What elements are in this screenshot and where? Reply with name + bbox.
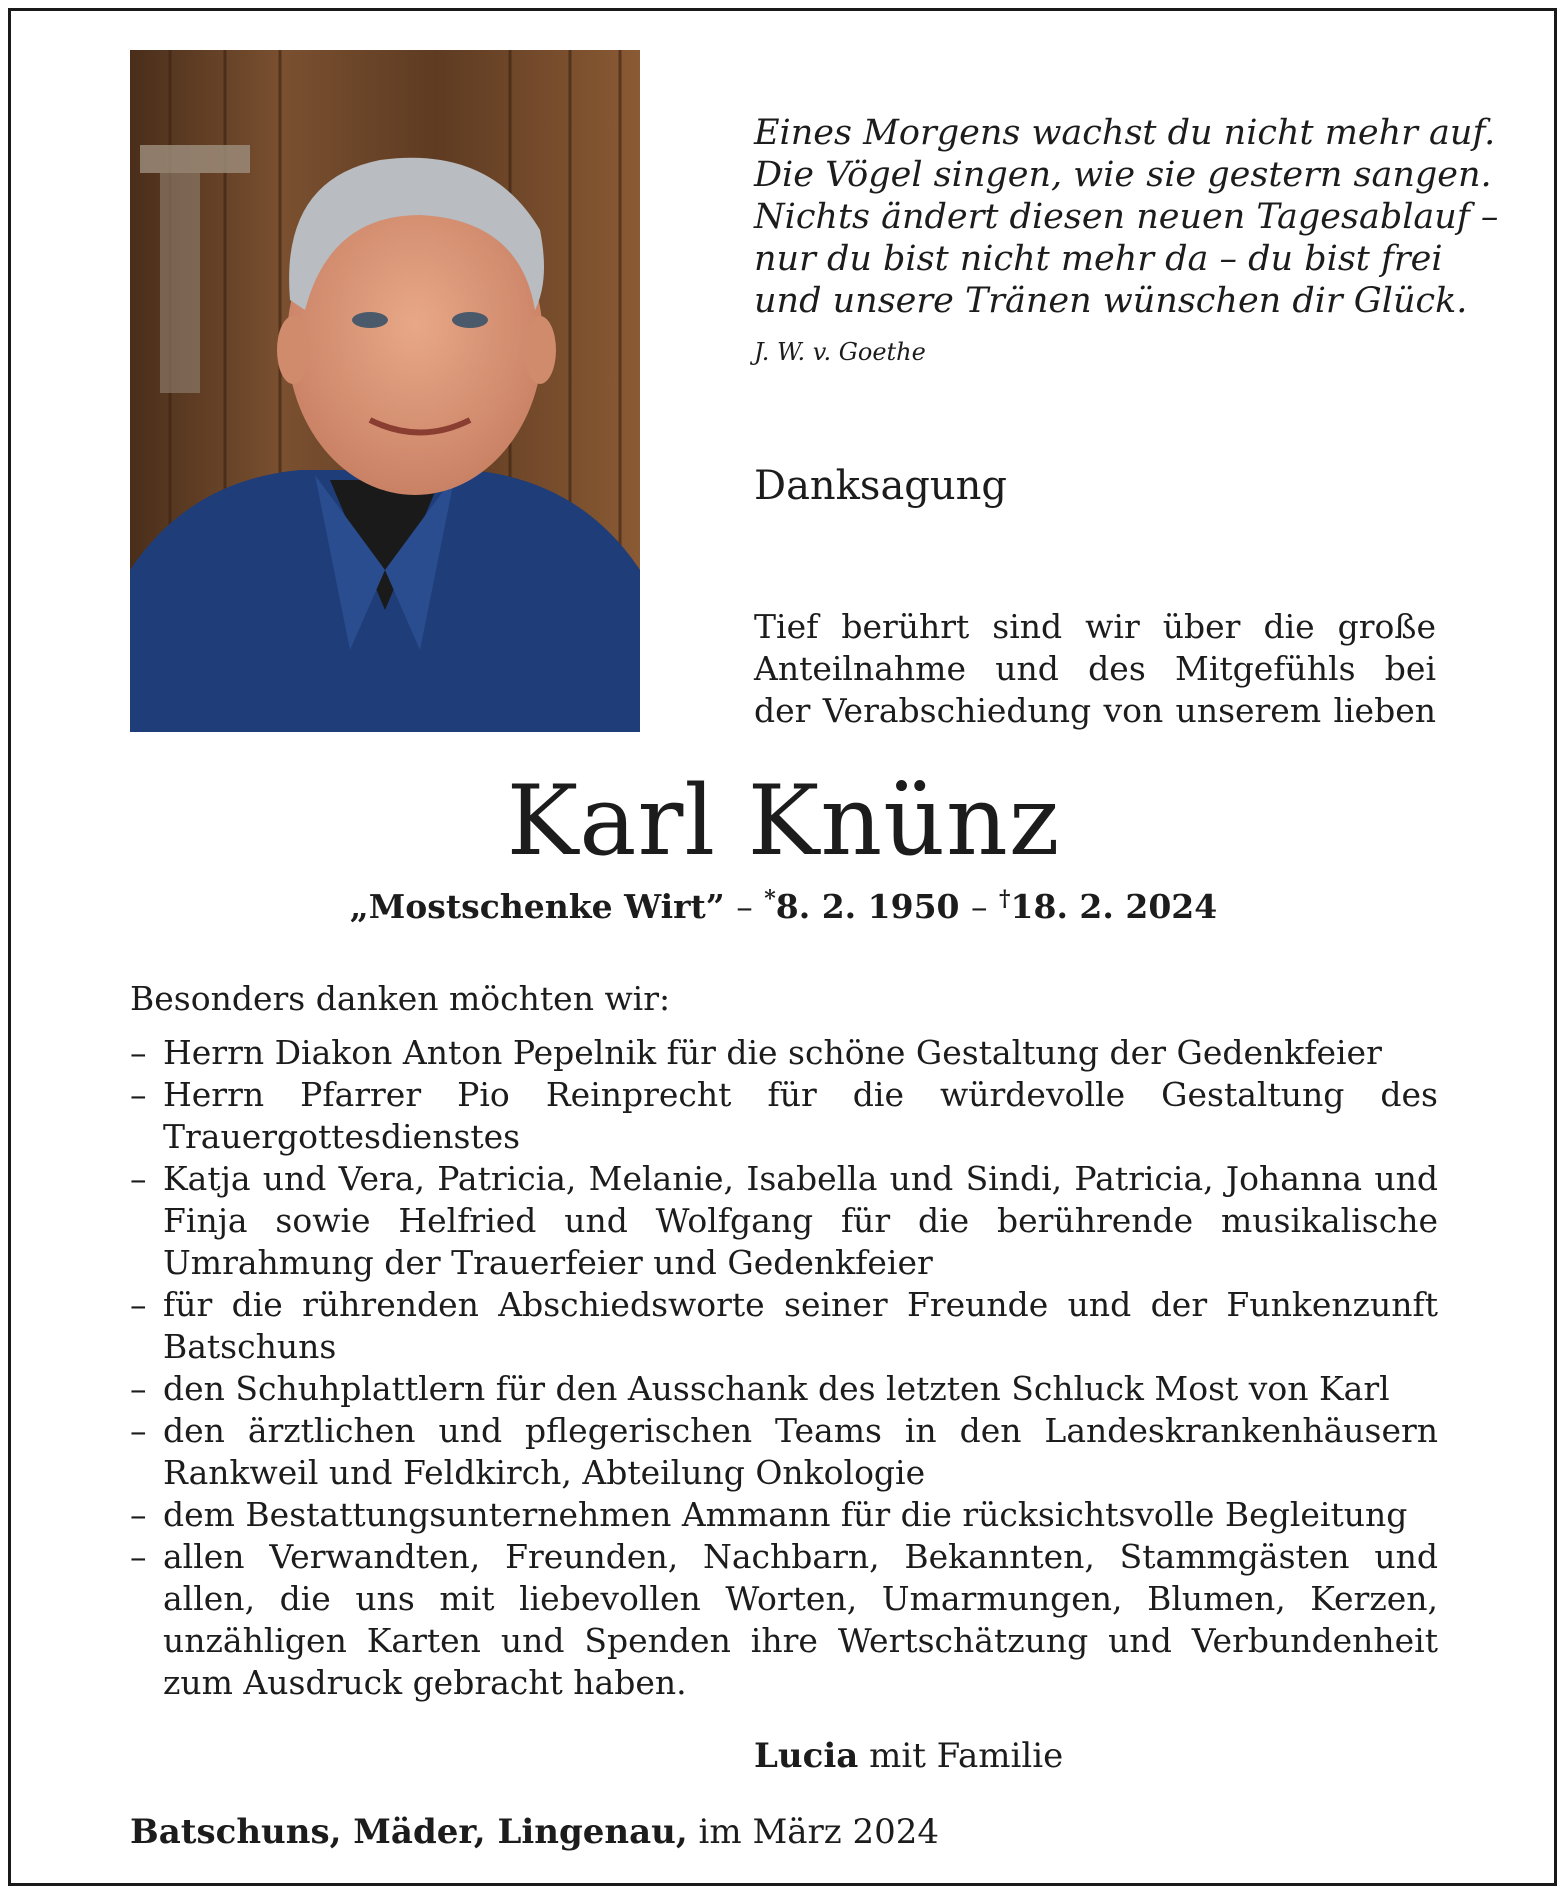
place-date-text: im März 2024 (698, 1812, 940, 1852)
thanks-lead: Besonders danken möchten wir: (130, 979, 671, 1018)
page-title: Danksagung (754, 463, 1008, 509)
signature-name: Lucia (754, 1736, 859, 1776)
list-item: – für die rührenden Abschiedsworte seiner Freunde und der Funkenzunft Batschuns (130, 1284, 1438, 1368)
portrait-photo (130, 50, 640, 732)
poem-line: Nichts ändert diesen neuen Tagesablauf – (754, 197, 1499, 237)
poem-line: Die Vögel singen, wie sie gestern sangen. (754, 155, 1492, 195)
poem-author: J. W. v. Goethe (754, 338, 926, 366)
nickname: „Mostschenke Wirt” (349, 887, 725, 926)
poem (754, 112, 1499, 322)
signature-suffix: mit Familie (869, 1736, 1064, 1776)
list-item: – dem Bestattungsunternehmen Ammann für die rücksichtsvolle Begleitung (130, 1494, 1438, 1536)
list-item: – den ärztlichen und pflegerischen Teams in den Landeskrankenhäusern Rankweil und Feldkirch, Abteilung Onkologie (130, 1410, 1438, 1494)
list-item: – Herrn Pfarrer Pio Reinprecht für die würdevolle Gestaltung des Trauergottesdienstes (130, 1074, 1438, 1158)
poem-line: nur du bist nicht mehr da – du bist frei (754, 239, 1443, 279)
portrait-illustration (130, 50, 640, 732)
separator: – (736, 887, 753, 926)
deceased-name: Karl Knünz (506, 765, 1061, 877)
list-item: – den Schuhplattlern für den Ausschank des letzten Schluck Most von Karl (130, 1368, 1438, 1410)
place-date (130, 1812, 939, 1852)
life-dates (0, 886, 1567, 926)
place-towns: Batschuns, Mäder, Lingenau, (130, 1812, 688, 1852)
separator: – (971, 887, 988, 926)
poem-line: und unsere Tränen wünschen dir Glück. (754, 281, 1468, 321)
intro-line: Tief berührt sind wir über die große (754, 607, 1436, 646)
intro-line: Anteilnahme und des Mitgefühls bei (754, 649, 1436, 688)
list-item: – Herrn Diakon Anton Pepelnik für die schöne Gestaltung der Gedenkfeier (130, 1032, 1438, 1074)
birth-symbol: * (764, 886, 776, 912)
birth-date: 8. 2. 1950 (775, 887, 960, 926)
death-date: 18. 2. 2024 (1010, 887, 1218, 926)
list-item: – allen Verwandten, Freunden, Nachbarn, Bekannten, Stammgästen und allen, die uns mit liebevollen Worten, Umarmungen, Blumen, Kerzen, unzähligen Karten und Spenden ihre Wertschätzung und Verbundenheit zum Ausdruck gebracht haben. (130, 1536, 1438, 1704)
signature (754, 1736, 1063, 1776)
intro-line: der Verabschiedung von unserem lieben (754, 691, 1436, 730)
list-item: – Katja und Vera, Patricia, Melanie, Isabella und Sindi, Patricia, Johanna und Finja sowie Helfried und Wolfgang für die berührende musikalische Umrahmung der Trauerfeier und Gedenkfeier (130, 1158, 1438, 1284)
poem-line: Eines Morgens wachst du nicht mehr auf. (754, 113, 1496, 153)
death-symbol: † (999, 886, 1011, 912)
intro-text (754, 606, 1436, 732)
thanks-list (130, 1032, 1438, 1704)
